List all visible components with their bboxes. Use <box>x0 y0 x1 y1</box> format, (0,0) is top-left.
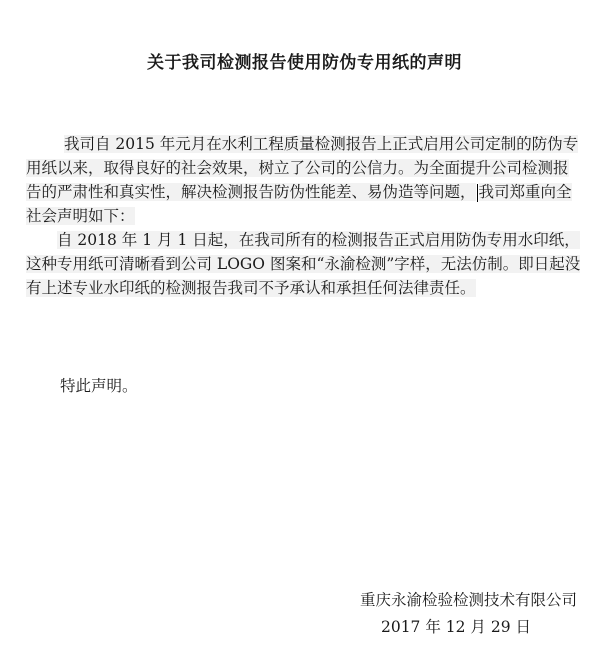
paragraph-intro <box>26 132 582 228</box>
paragraph-effective-date <box>26 228 582 300</box>
text-cursor <box>477 184 478 202</box>
document-body <box>26 132 582 300</box>
company-name: 重庆永渝检验检测技术有限公司 <box>359 591 577 609</box>
paragraph-intro-declaration: 我司郑重向全社会声明如下： <box>26 183 572 225</box>
paragraph-intro-text: 我司自 2015 年元月在水利工程质量检测报告上正式启用公司定制的防伪专用纸以来，取得良好的社会效果，树立了公司的公信力。为全面提升公司检测报告的严肃性和真实性，解决检测报告防伪性能差、易伪造等问题， <box>26 135 579 201</box>
document-title: 关于我司检测报告使用防伪专用纸的声明 <box>147 53 462 73</box>
paragraph-effective-date-text: 自 2018 年 1 月 1 日起，在我司所有的检测报告正式启用防伪专用水印纸，这种专用纸可清晰看到公司 LOGO 图案和“永渝检测”字样，无法仿制。即日起没有上述专业水印纸的检测报告我司不予承认和承担任何法律责任。 <box>26 231 581 297</box>
signature-block <box>360 587 577 641</box>
document-date: 2017 年 12 月 29 日 <box>380 618 531 636</box>
closing-statement: 特此声明。 <box>60 377 138 395</box>
